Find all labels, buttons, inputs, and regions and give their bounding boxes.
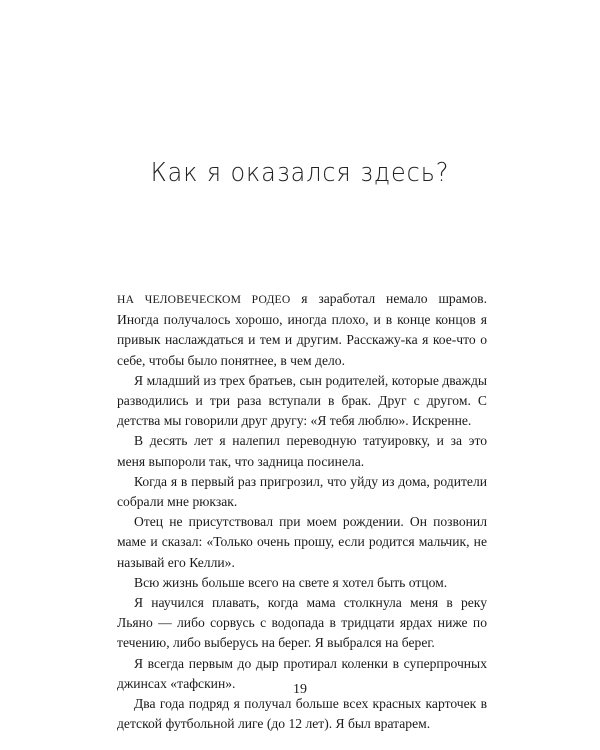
paragraph: Всю жизнь больше всего на свете я хотел быть отцом.: [134, 574, 448, 590]
page-number: 19: [293, 682, 307, 697]
paragraph: В десять лет я налепил переводную татуировку, и за это меня выпороли так, что задница посинела.: [117, 433, 487, 469]
paragraph: Два года подряд я получал больше всех красных карточек в детской футбольной лиге (до 12 лет). Я был вратарем.: [117, 696, 487, 732]
paragraph-text: я заработал немало шрамов. Иногда получалось хорошо, иногда плохо, и в конце концов я привык наслаждаться и тем и другим. Расскажу-ка я кое-что о себе, чтобы было понятнее, в чем дело.: [117, 291, 487, 368]
paragraph: [117, 289, 487, 371]
chapter-title: Как я оказался здесь?: [150, 158, 450, 188]
paragraph: Я научился плавать, когда мама столкнула меня в реку Льяно — либо сорвусь с водопада в тридцати ярдах ниже по течению, либо выберусь на берег. Я выбрался на берег.: [117, 595, 487, 651]
paragraph: Я младший из трех братьев, сын родителей, которые дважды разводились и три раза вступали в брак. Друг с другом. С детства мы говорили друг другу: «Я тебя люблю». Искренне.: [117, 372, 487, 429]
paragraph: Когда я в первый раз пригрозил, что уйду из дома, родители собрали мне рюкзак.: [117, 473, 487, 510]
paragraph: Я всегда первым до дыр протирал коленки в суперпрочных джинсах «тафскин».: [117, 655, 487, 691]
body-text: [117, 289, 487, 734]
lead-in-caps: НА ЧЕЛОВЕЧЕСКОМ РОДЕО: [117, 293, 291, 306]
paragraph: Отец не присутствовал при моем рождении. Он позвонил маме и сказал: «Только очень прошу, если родится мальчик, не называй его Келли».: [117, 514, 487, 570]
